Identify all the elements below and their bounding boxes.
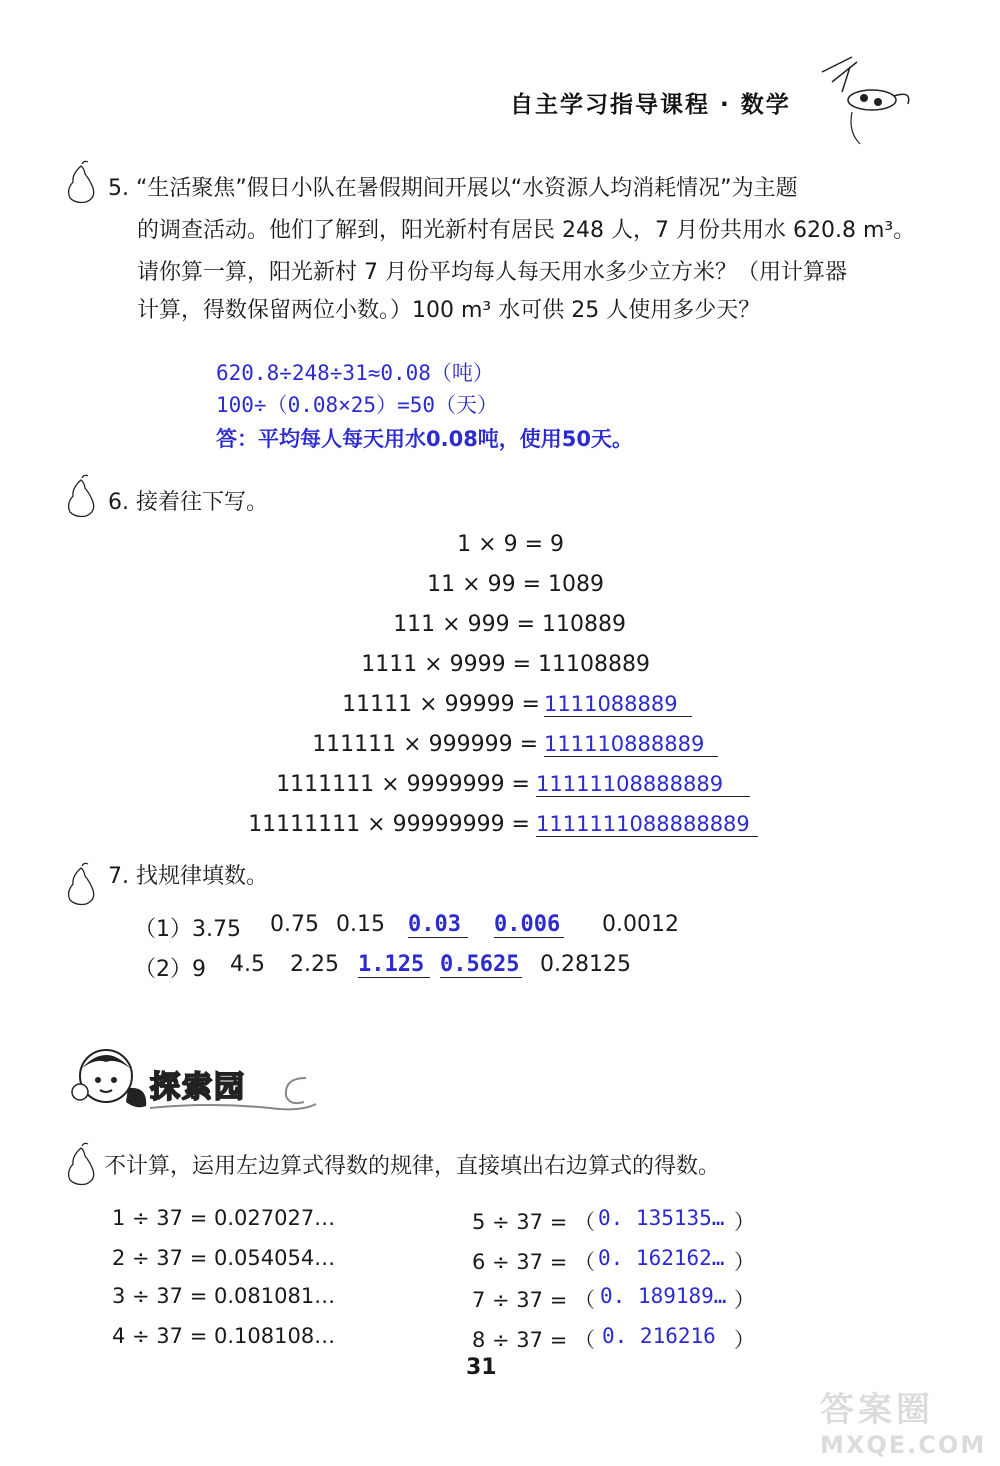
q7-row-1 bbox=[0, 912, 1000, 942]
explore-right-3-expr: 7 ÷ 37 = （ bbox=[472, 1288, 595, 1312]
explore-left-3: 3 ÷ 37 = 0.081081… bbox=[112, 1284, 336, 1308]
q7-row1-answer-1: 0.03 bbox=[408, 912, 468, 938]
explore-right-2-answer: 0. 162162… bbox=[598, 1246, 725, 1270]
q5-line-2: 的调查活动。他们了解到，阳光新村有居民 248 人，7 月份共用水 620.8 m³。 bbox=[137, 218, 916, 243]
explore-right-3 bbox=[472, 1284, 755, 1314]
q6-title: 6. 接着往下写。 bbox=[108, 490, 268, 515]
explore-left-1: 1 ÷ 37 = 0.027027… bbox=[112, 1206, 336, 1230]
explore-right-4-answer: 0. 216216 bbox=[602, 1324, 716, 1348]
explore-left-2: 2 ÷ 37 = 0.054054… bbox=[112, 1246, 336, 1270]
explore-right-3-answer: 0. 189189… bbox=[600, 1284, 727, 1308]
pear-icon bbox=[64, 1142, 98, 1186]
q7-row1-label: （1）3.75 bbox=[134, 917, 241, 942]
q5-line-3: 请你算一算，阳光新村 7 月份平均每人每天用水多少立方米？（用计算器 bbox=[137, 260, 847, 285]
pear-icon bbox=[64, 474, 98, 518]
explore-right-1-close: ） bbox=[734, 1210, 755, 1234]
q6-row-2 bbox=[0, 572, 604, 597]
explore-right-2-expr: 6 ÷ 37 = （ bbox=[472, 1250, 595, 1274]
explore-right-2 bbox=[472, 1246, 755, 1276]
explore-right-1-answer: 0. 135135… bbox=[598, 1206, 725, 1230]
q7-row2-answer-1: 1.125 bbox=[358, 952, 430, 978]
q6-row-6 bbox=[0, 732, 538, 757]
q7-row1-answer-2: 0.006 bbox=[494, 912, 564, 938]
watermark-line-2: MXQE.COM bbox=[820, 1431, 987, 1459]
q6-answer-7: 11111108888889 bbox=[536, 772, 750, 797]
decorative-swirl-icon bbox=[276, 1070, 316, 1110]
q6-row-4-text: 1111 × 9999 = 11108889 bbox=[361, 652, 650, 677]
q5-answer-1: 620.8÷248÷31≈0.08（吨） bbox=[216, 361, 494, 385]
explore-right-1 bbox=[472, 1206, 755, 1236]
q6-answer-6: 111110888889 bbox=[544, 732, 718, 757]
q6-row-7-text: 1111111 × 9999999 = bbox=[276, 772, 530, 797]
header-title: 自主学习指导课程 · 数学 bbox=[510, 92, 791, 118]
page-number: 31 bbox=[466, 1355, 497, 1380]
q6-row-7 bbox=[0, 772, 530, 797]
q7-row1-v2: 0.75 bbox=[270, 912, 319, 937]
q6-row-3 bbox=[0, 612, 626, 637]
watermark-line-1: 答案圈 bbox=[820, 1390, 934, 1430]
pear-icon bbox=[64, 160, 98, 204]
q7-row2-v2: 4.5 bbox=[230, 952, 265, 977]
q7-title: 7. 找规律填数。 bbox=[108, 864, 268, 889]
q6-row-5 bbox=[0, 692, 540, 717]
explore-right-4-close: ） bbox=[734, 1328, 755, 1352]
q6-answer-8: 1111111088888889 bbox=[536, 812, 758, 837]
q5-answer-2: 100÷（0.08×25）=50（天） bbox=[216, 393, 499, 417]
q6-row-4 bbox=[0, 652, 650, 677]
q6-row-8-text: 11111111 × 99999999 = bbox=[248, 812, 530, 837]
explore-right-4 bbox=[472, 1324, 755, 1354]
q7-row2-v3: 2.25 bbox=[290, 952, 339, 977]
q5-answer-3: 答：平均每人每天用水0.08吨，使用50天。 bbox=[216, 427, 634, 451]
watermark-logo bbox=[820, 1382, 1000, 1466]
explore-right-2-close: ） bbox=[734, 1250, 755, 1274]
q7-row1-v6: 0.0012 bbox=[602, 912, 679, 937]
q6-row-2-text: 11 × 99 = 1089 bbox=[427, 572, 604, 597]
explore-title: 探索园 bbox=[150, 1070, 246, 1105]
q7-row1-v3: 0.15 bbox=[336, 912, 385, 937]
explore-instruction: 不计算，运用左边算式得数的规律，直接填出右边算式的得数。 bbox=[104, 1154, 721, 1179]
explore-right-4-expr: 8 ÷ 37 = （ bbox=[472, 1328, 595, 1352]
decorative-bird-icon bbox=[812, 52, 922, 152]
q6-row-1 bbox=[0, 532, 564, 557]
q6-row-8 bbox=[0, 812, 530, 837]
q7-row-2 bbox=[0, 952, 1000, 982]
q6-answer-5: 1111088889 bbox=[544, 692, 692, 717]
q6-row-1-text: 1 × 9 = 9 bbox=[457, 532, 564, 557]
q7-row2-label: （2）9 bbox=[134, 957, 206, 982]
explore-right-3-close: ） bbox=[734, 1288, 755, 1312]
q6-row-6-text: 111111 × 999999 = bbox=[312, 732, 538, 757]
explore-left-4: 4 ÷ 37 = 0.108108… bbox=[112, 1324, 336, 1348]
q6-row-3-text: 111 × 999 = 110889 bbox=[393, 612, 626, 637]
q7-row2-v6: 0.28125 bbox=[540, 952, 631, 977]
q6-row-5-text: 11111 × 99999 = bbox=[342, 692, 540, 717]
q5-line-1: 5. “生活聚焦”假日小队在暑假期间开展以“水资源人均消耗情况”为主题 bbox=[108, 176, 798, 201]
explore-right-1-expr: 5 ÷ 37 = （ bbox=[472, 1210, 595, 1234]
q7-row2-answer-2: 0.5625 bbox=[440, 952, 522, 978]
pear-icon bbox=[64, 862, 98, 906]
cartoon-kid-icon bbox=[66, 1036, 156, 1116]
q5-line-4: 计算，得数保留两位小数。）100 m³ 水可供 25 人使用多少天？ bbox=[137, 298, 761, 323]
